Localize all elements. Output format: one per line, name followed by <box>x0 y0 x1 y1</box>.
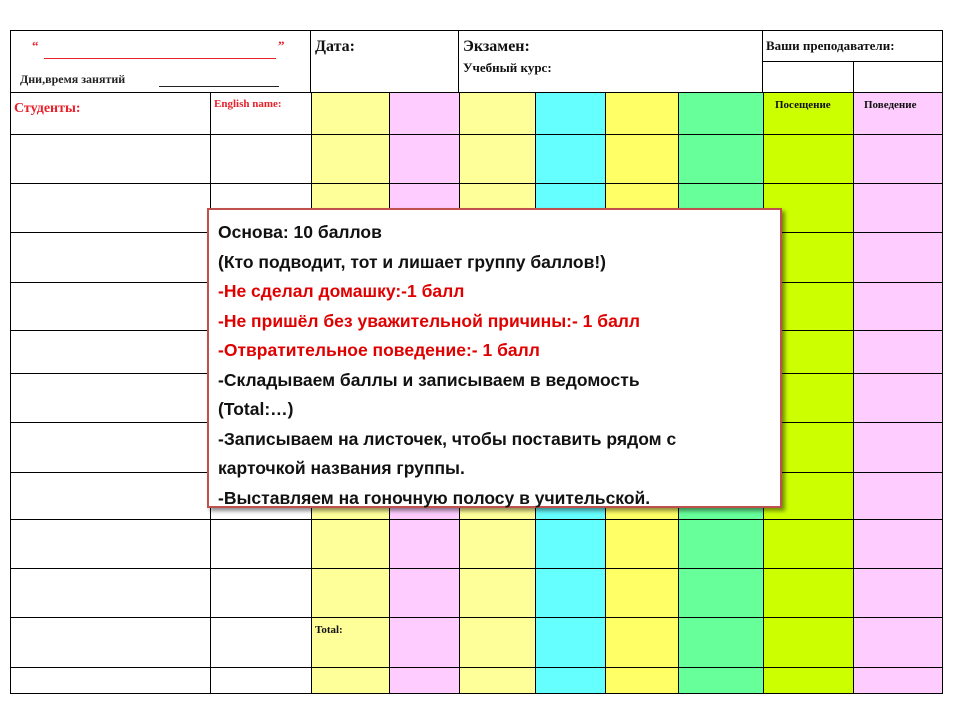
header-divider <box>310 30 311 92</box>
grid-cell <box>311 568 389 617</box>
grid-cell <box>389 617 459 667</box>
english-name-column-header: English name: <box>214 98 282 110</box>
grid-cell <box>853 232 942 282</box>
grid-cell <box>459 134 535 183</box>
behavior-column-header: Поведение <box>864 99 917 111</box>
grid-cell <box>389 134 459 183</box>
table-border-right <box>942 30 943 694</box>
note-line-card: карточкой названия группы. <box>218 458 465 478</box>
grid-cell <box>311 519 389 568</box>
grid-cell <box>853 373 942 422</box>
table-border-top <box>10 30 943 31</box>
note-line-write: -Записываем на листочек, чтобы поставить рядом с <box>218 428 677 449</box>
grid-cell <box>605 519 678 568</box>
row-line <box>10 617 943 618</box>
grid-cell <box>605 92 678 134</box>
grid-cell <box>605 568 678 617</box>
schedule-label: Дни,время занятий <box>20 72 126 86</box>
note-line-homework: -Не сделал домашку:-1 балл <box>218 281 465 301</box>
grid-cell <box>459 617 535 667</box>
table-border-left <box>10 30 11 694</box>
grid-cell <box>459 568 535 617</box>
note-line-sum: -Складываем баллы и записываем в ведомость <box>218 369 640 390</box>
schedule-underline <box>159 86 279 87</box>
grid-cell <box>605 134 678 183</box>
grid-cell <box>535 667 605 693</box>
grid-cell <box>853 519 942 568</box>
course-label: Учебный курс: <box>463 60 552 75</box>
grid-cell <box>853 282 942 330</box>
students-column-header: Студенты: <box>14 101 81 116</box>
grid-cell <box>678 519 763 568</box>
row-line <box>10 134 943 135</box>
grid-cell <box>853 330 942 373</box>
exam-label: Экзамен: <box>463 38 530 55</box>
grid-cell <box>853 568 942 617</box>
grid-cell <box>678 134 763 183</box>
group-name-underline <box>44 58 276 59</box>
grid-cell <box>678 568 763 617</box>
grid-cell <box>535 134 605 183</box>
grid-cell <box>853 617 942 667</box>
group-quote-open: “ <box>32 38 39 53</box>
scoring-rules-note <box>207 208 782 508</box>
grid-cell <box>535 92 605 134</box>
note-line-absence: -Не пришёл без уважительной причины:- 1 балл <box>218 310 641 331</box>
grid-cell <box>763 667 853 693</box>
note-line-race: -Выставляем на гоночную полосу в учительской. <box>218 487 651 508</box>
row-line <box>10 92 943 93</box>
grid-cell <box>678 617 763 667</box>
header-divider <box>458 30 459 92</box>
grid-cell <box>389 568 459 617</box>
row-line <box>10 519 943 520</box>
grid-cell <box>535 617 605 667</box>
teachers-label: Ваши преподаватели: <box>766 38 895 53</box>
grid-cell <box>311 667 389 693</box>
grid-cell <box>311 134 389 183</box>
grid-cell <box>763 568 853 617</box>
grid-cell <box>853 472 942 519</box>
grid-cell <box>853 422 942 472</box>
grid-cell <box>389 92 459 134</box>
grid-cell <box>853 183 942 232</box>
grid-cell <box>389 519 459 568</box>
grid-cell <box>763 617 853 667</box>
table-border-bottom <box>10 693 943 694</box>
grid-cell <box>763 134 853 183</box>
note-line-team-rule: (Кто подводит, тот и лишает группу баллов!) <box>218 251 607 272</box>
grid-cell <box>535 519 605 568</box>
grid-cell <box>853 134 942 183</box>
grid-cell <box>605 667 678 693</box>
attendance-column-header: Посещение <box>775 99 831 111</box>
note-line-total: (Total:…) <box>218 399 294 419</box>
date-label: Дата: <box>315 38 355 55</box>
grid-cell <box>459 92 535 134</box>
grid-cell <box>763 519 853 568</box>
grid-cell <box>389 667 459 693</box>
header-divider <box>853 61 854 92</box>
note-line-behavior: -Отвратительное поведение:- 1 балл <box>218 340 540 360</box>
row-line <box>10 183 943 184</box>
grid-cell <box>678 92 763 134</box>
group-quote-close: ” <box>278 38 285 53</box>
row-line <box>10 667 943 668</box>
grid-cell <box>459 667 535 693</box>
grid-cell <box>853 667 942 693</box>
grid-cell <box>605 617 678 667</box>
grid-cell <box>678 667 763 693</box>
grid-cell <box>535 568 605 617</box>
total-label: Total: <box>315 624 343 636</box>
grid-cell <box>311 92 389 134</box>
row-line <box>10 568 943 569</box>
grid-cell <box>459 519 535 568</box>
column-line <box>853 92 854 694</box>
note-line-basis: Основа: 10 баллов <box>218 222 382 242</box>
